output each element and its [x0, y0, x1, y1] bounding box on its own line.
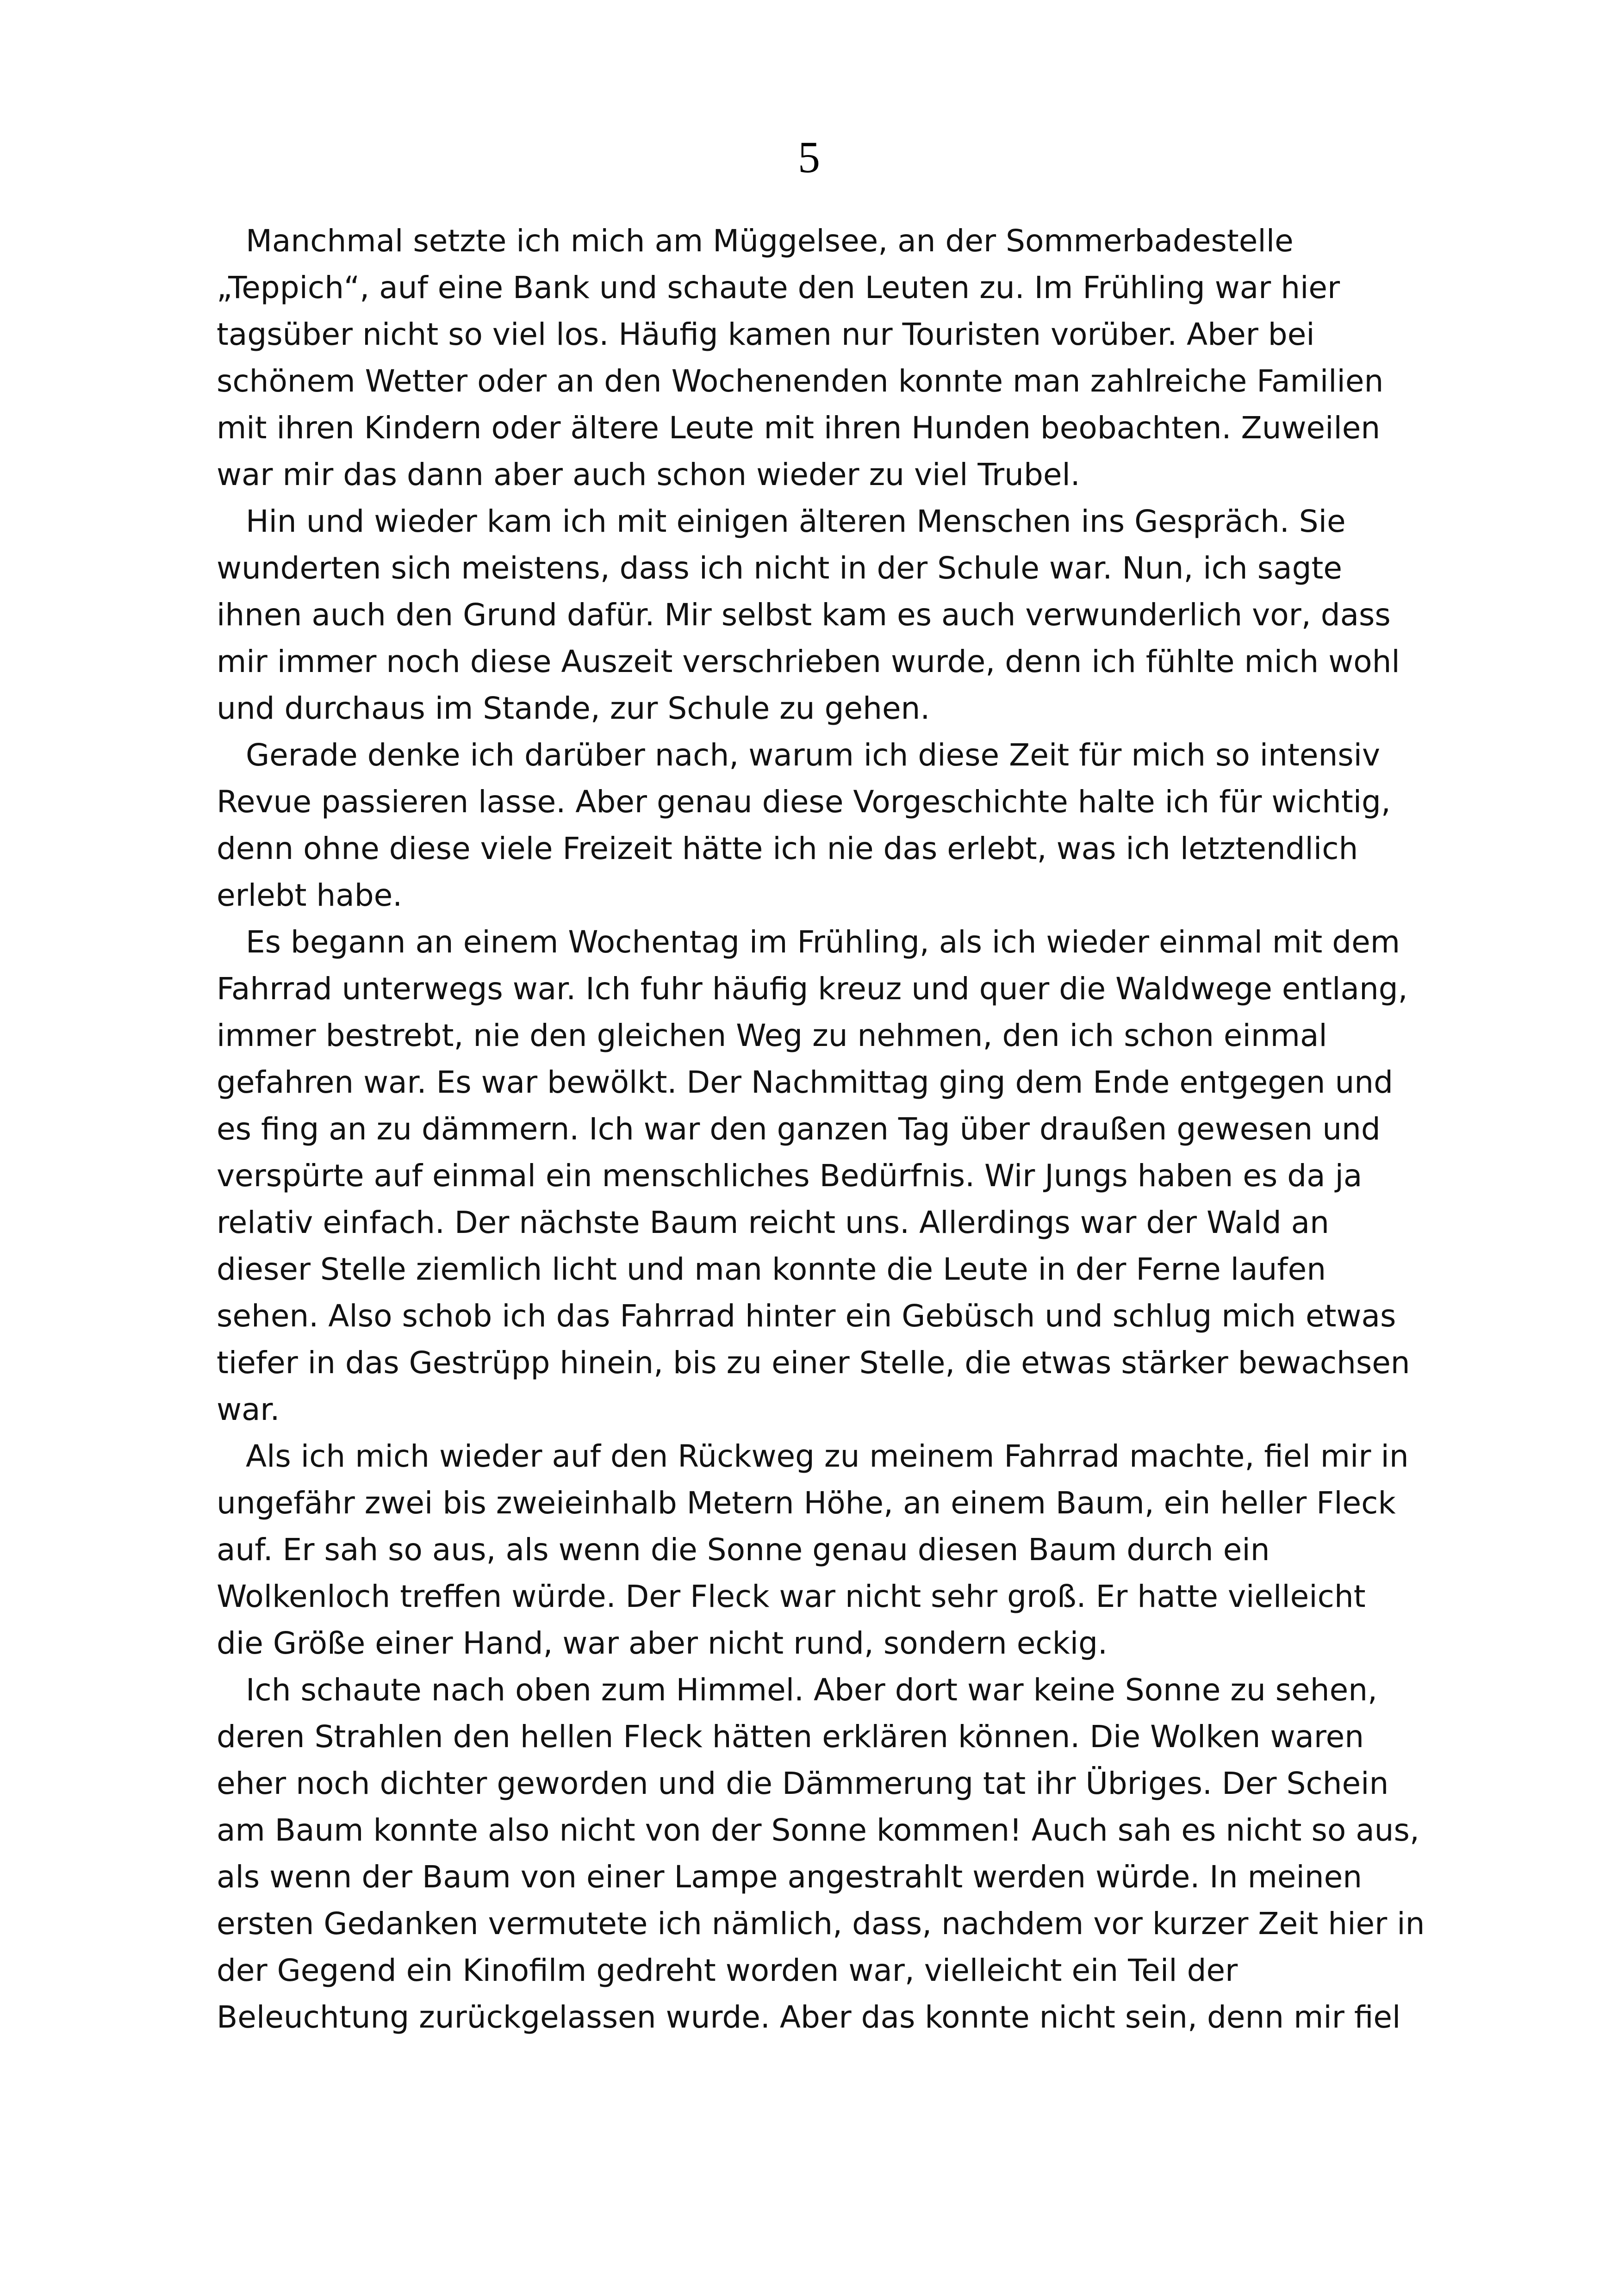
text-line: Als ich mich wieder auf den Rückweg zu meinem Fahrrad machte, fiel mir in	[217, 1438, 1409, 1474]
text-line: Gerade denke ich darüber nach, warum ich diese Zeit für mich so intensiv	[217, 737, 1381, 773]
text-line: am Baum konnte also nicht von der Sonne kommen! Auch sah es nicht so aus,	[217, 1812, 1419, 1848]
text-line: ungefähr zwei bis zweieinhalb Metern Höhe, an einem Baum, ein heller Fleck	[217, 1485, 1396, 1521]
text-line: gefahren war. Es war bewölkt. Der Nachmittag ging dem Ende entgegen und	[217, 1064, 1393, 1100]
text-line: eher noch dichter geworden und die Dämmerung tat ihr Übriges. Der Schein	[217, 1766, 1389, 1801]
text-line: war.	[217, 1392, 280, 1427]
text-line: der Gegend ein Kinofilm gedreht worden war, vielleicht ein Teil der	[217, 1953, 1238, 1988]
text-line: Hin und wieder kam ich mit einigen älteren Menschen ins Gespräch. Sie	[217, 504, 1346, 539]
text-line: tagsüber nicht so viel los. Häufig kamen nur Touristen vorüber. Aber bei	[217, 317, 1315, 352]
text-line: ihnen auch den Grund dafür. Mir selbst kam es auch verwunderlich vor, dass	[217, 597, 1391, 633]
text-line: relativ einfach. Der nächste Baum reicht uns. Allerdings war der Wald an	[217, 1205, 1329, 1240]
text-line: deren Strahlen den hellen Fleck hätten erklären können. Die Wolken waren	[217, 1719, 1364, 1755]
text-line: Beleuchtung zurückgelassen wurde. Aber das konnte nicht sein, denn mir fiel	[217, 1999, 1401, 2035]
paragraph	[217, 218, 1438, 498]
text-line: verspürte auf einmal ein menschliches Bedürfnis. Wir Jungs haben es da ja	[217, 1158, 1363, 1194]
text-line: Es begann an einem Wochentag im Frühling, als ich wieder einmal mit dem	[217, 924, 1400, 960]
text-line: erlebt habe.	[217, 877, 403, 913]
text-line: dieser Stelle ziemlich licht und man konnte die Leute in der Ferne laufen	[217, 1251, 1326, 1287]
text-line: mit ihren Kindern oder ältere Leute mit ihren Hunden beobachten. Zuweilen	[217, 410, 1381, 446]
text-line: als wenn der Baum von einer Lampe angestrahlt werden würde. In meinen	[217, 1859, 1363, 1895]
text-line: die Größe einer Hand, war aber nicht rund, sondern eckig.	[217, 1625, 1108, 1661]
paragraph	[217, 1667, 1438, 2041]
text-line: tiefer in das Gestrüpp hinein, bis zu einer Stelle, die etwas stärker bewachsen	[217, 1345, 1410, 1381]
body-text	[217, 218, 1438, 2041]
text-line: wunderten sich meistens, dass ich nicht in der Schule war. Nun, ich sagte	[217, 550, 1342, 586]
text-line: auf. Er sah so aus, als wenn die Sonne genau diesen Baum durch ein	[217, 1532, 1270, 1568]
page-number: 5	[798, 132, 820, 182]
text-line: denn ohne diese viele Freizeit hätte ich nie das erlebt, was ich letztendlich	[217, 831, 1358, 866]
text-line: immer bestrebt, nie den gleichen Weg zu nehmen, den ich schon einmal	[217, 1018, 1327, 1053]
text-line: Fahrrad unterwegs war. Ich fuhr häufig kreuz und quer die Waldwege entlang,	[217, 971, 1408, 1007]
text-line: Revue passieren lasse. Aber genau diese Vorgeschichte halte ich für wichtig,	[217, 784, 1391, 820]
paragraph	[217, 919, 1438, 1433]
text-line: es fing an zu dämmern. Ich war den ganzen Tag über draußen gewesen und	[217, 1111, 1381, 1147]
text-line: und durchaus im Stande, zur Schule zu gehen.	[217, 691, 930, 726]
text-line: war mir das dann aber auch schon wieder zu viel Trubel.	[217, 457, 1080, 492]
text-line: Ich schaute nach oben zum Himmel. Aber dort war keine Sonne zu sehen,	[217, 1672, 1377, 1708]
paragraph	[217, 732, 1438, 919]
text-line: „Teppich“, auf eine Bank und schaute den Leuten zu. Im Frühling war hier	[217, 270, 1340, 305]
text-line: Manchmal setzte ich mich am Müggelsee, an der Sommerbadestelle	[217, 223, 1294, 259]
text-line: Wolkenloch treffen würde. Der Fleck war nicht sehr groß. Er hatte vielleicht	[217, 1579, 1366, 1614]
text-line: schönem Wetter oder an den Wochenenden konnte man zahlreiche Familien	[217, 363, 1384, 399]
paragraph	[217, 1433, 1438, 1667]
text-line: ersten Gedanken vermutete ich nämlich, dass, nachdem vor kurzer Zeit hier in	[217, 1906, 1425, 1941]
text-line: mir immer noch diese Auszeit verschrieben wurde, denn ich fühlte mich wohl	[217, 644, 1400, 679]
text-line: sehen. Also schob ich das Fahrrad hinter ein Gebüsch und schlug mich etwas	[217, 1298, 1396, 1334]
paragraph	[217, 498, 1438, 732]
